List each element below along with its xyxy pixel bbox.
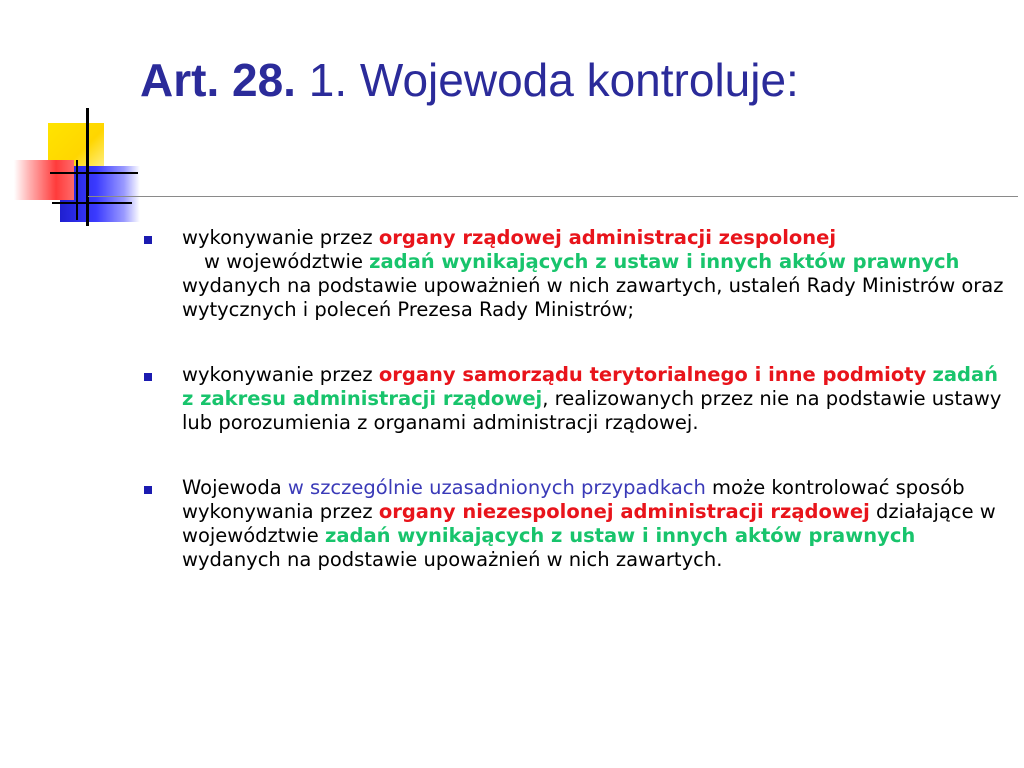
item-emphasis-blue: w szczególnie uzasadnionych przypadkach	[287, 476, 706, 499]
logo-vertical-line	[86, 108, 89, 226]
bullet-square-icon	[144, 236, 152, 244]
slide-title	[140, 52, 799, 108]
decorative-squares-logo	[0, 0, 160, 240]
item-text: wykonywanie przez	[182, 226, 379, 249]
title-article-number: Art. 28.	[140, 54, 296, 106]
item-text: wykonywanie przez	[182, 363, 379, 386]
item-emphasis-green: zadań wynikających z ustaw i innych aktów prawnych	[325, 524, 916, 547]
logo-horizontal-line	[50, 172, 138, 174]
list-item	[142, 363, 1012, 435]
logo-vertical-line-short	[76, 160, 78, 220]
item-emphasis-green: zadań wynikających z ustaw i innych aktów prawnych	[369, 250, 960, 273]
item-emphasis-red: organy niezespolonej administracji rządowej	[378, 500, 870, 523]
item-emphasis-red: organy samorządu terytorialnego i inne podmioty	[378, 363, 927, 386]
item-emphasis-green: zadań z zakresu administracji rządowej	[182, 363, 998, 410]
logo-horizontal-line-lower	[52, 202, 132, 204]
item-emphasis-red: organy rządowej administracji zespolonej	[378, 226, 837, 249]
item-text: wydanych na podstawie upoważnień w nich zawartych, ustaleń Rady Ministrów oraz wytycznych i poleceń Prezesa Rady Ministrów;	[182, 274, 1004, 321]
item-text: , realizowanych przez nie na podstawie ustawy lub porozumienia z organami administracji rządowej.	[182, 387, 1002, 434]
item-text: wydanych na podstawie upoważnień w nich zawartych.	[182, 548, 723, 571]
title-divider	[88, 196, 1018, 197]
item-text: może kontrolować sposób wykonywania przez	[182, 476, 965, 523]
bullet-square-icon	[144, 486, 152, 494]
list-item	[142, 226, 1012, 322]
item-text: w województwie	[204, 250, 370, 273]
bullet-square-icon	[144, 373, 152, 381]
item-text: działające w województwie	[182, 500, 996, 547]
bullet-list	[142, 226, 1012, 572]
title-text: 1. Wojewoda kontroluje:	[295, 54, 799, 106]
list-item	[142, 476, 1012, 572]
item-text: Wojewoda	[182, 476, 288, 499]
red-square	[14, 160, 74, 200]
